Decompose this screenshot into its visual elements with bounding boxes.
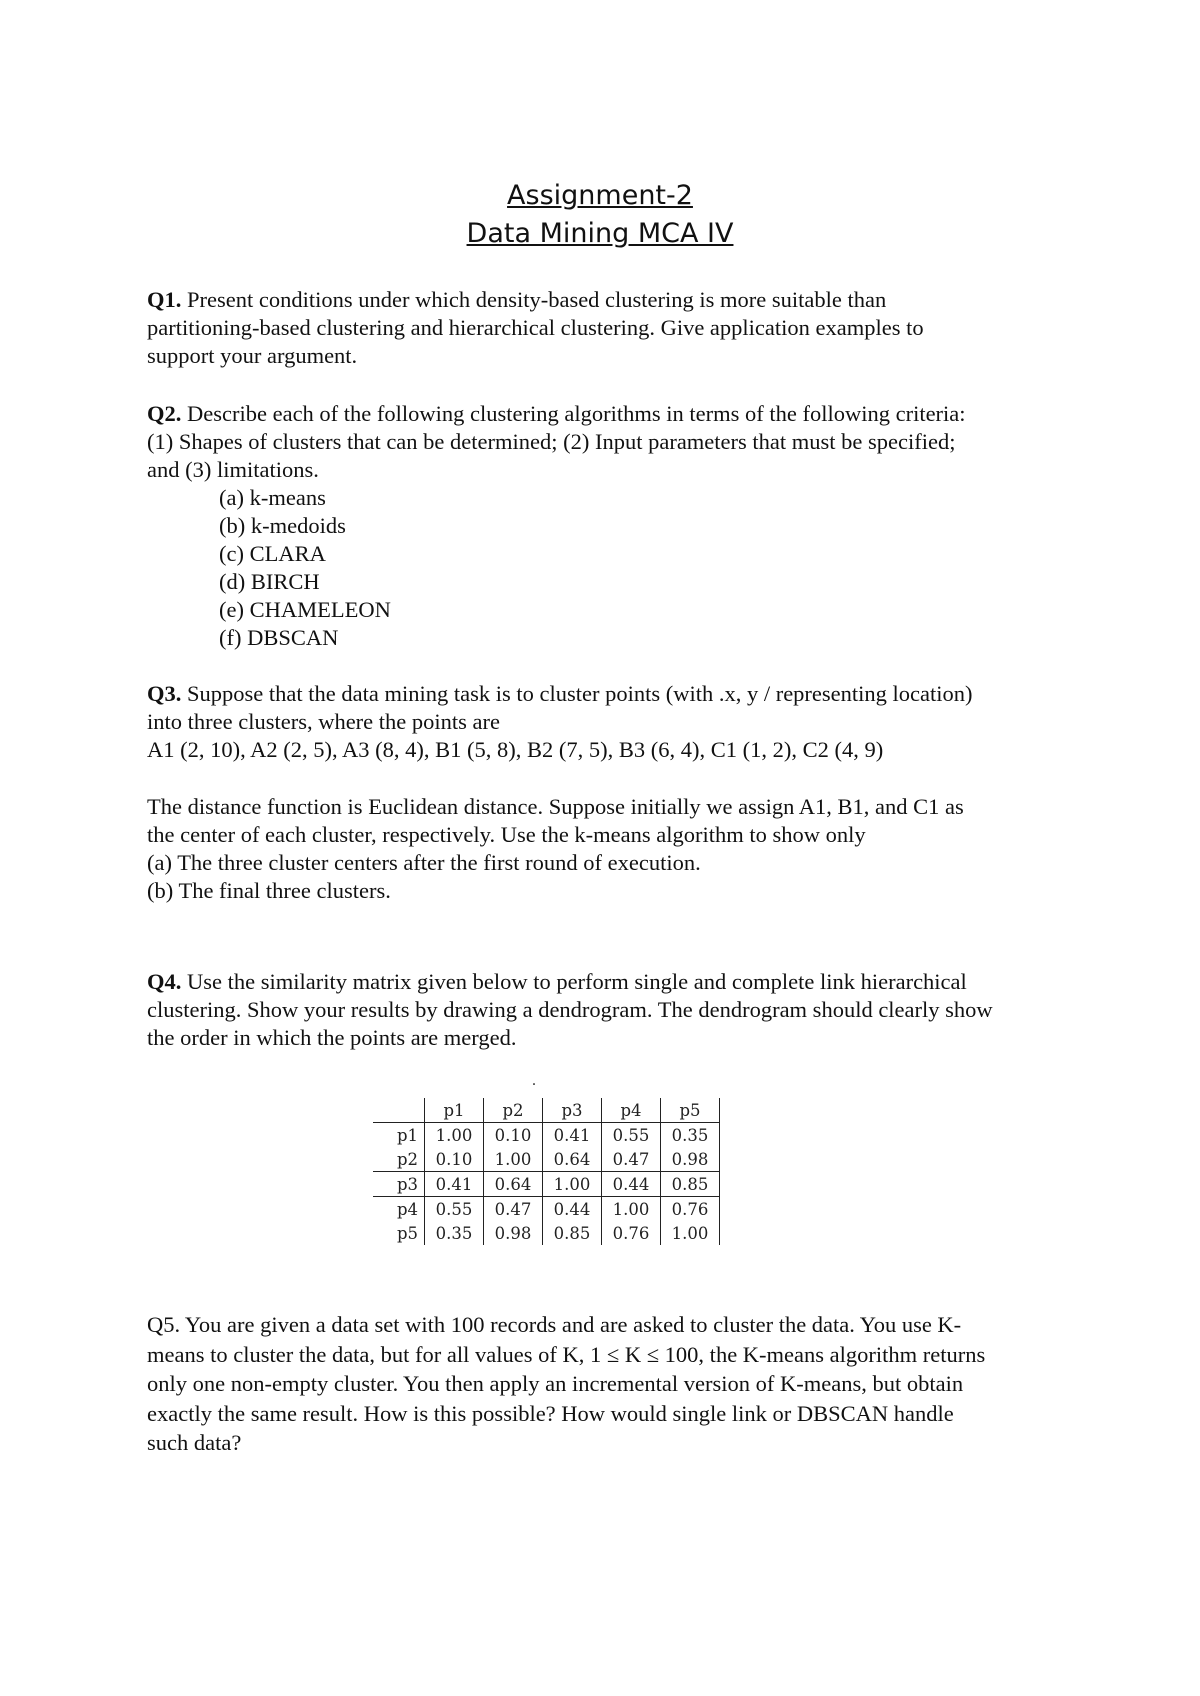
q3-text-line: (a) The three cluster centers after the first round of execution. xyxy=(147,850,701,875)
q2-list-item: (e) CHAMELEON xyxy=(219,597,391,622)
matrix-row xyxy=(373,1147,720,1172)
q2-list-item: (c) CLARA xyxy=(219,541,326,566)
similarity-matrix xyxy=(373,1098,720,1245)
question-4 xyxy=(147,968,1087,1052)
matrix-cell: 0.44 xyxy=(602,1172,661,1197)
q3-text-line: into three clusters, where the points are xyxy=(147,709,501,734)
q1-text-line: support your argument. xyxy=(147,343,358,368)
matrix-row xyxy=(373,1197,720,1222)
matrix-cell: 1.00 xyxy=(484,1147,543,1172)
q2-text-line: and (3) limitations. xyxy=(147,457,319,482)
matrix-cell: 0.76 xyxy=(661,1197,720,1222)
q5-text-line: Q5. You are given a data set with 100 records and are asked to cluster the data. You use K- xyxy=(147,1312,962,1337)
matrix-col-header: p5 xyxy=(661,1098,720,1123)
matrix-cell: 0.64 xyxy=(484,1172,543,1197)
q1-text-line: Present conditions under which density-based clustering is more suitable than xyxy=(181,287,887,312)
matrix-cell: 0.55 xyxy=(602,1123,661,1148)
matrix-row xyxy=(373,1172,720,1197)
matrix-col-header: p1 xyxy=(425,1098,484,1123)
q1-label: Q1. xyxy=(147,287,182,312)
q1-text-line: partitioning-based clustering and hierarchical clustering. Give application examples to xyxy=(147,315,924,340)
q5-text-line: such data? xyxy=(147,1430,242,1455)
q4-label: Q4. xyxy=(147,969,182,994)
q3-text-line: The distance function is Euclidean distance. Suppose initially we assign A1, B1, and C1 as xyxy=(147,794,964,819)
matrix-cell: 0.85 xyxy=(543,1221,602,1245)
matrix-cell: 0.47 xyxy=(602,1147,661,1172)
course-title: Data Mining MCA IV xyxy=(466,218,734,249)
matrix-cell: 0.98 xyxy=(484,1221,543,1245)
stray-dot: . xyxy=(532,1072,536,1089)
matrix-cell: 0.64 xyxy=(543,1147,602,1172)
matrix-cell: 0.44 xyxy=(543,1197,602,1222)
matrix-cell: 0.41 xyxy=(425,1172,484,1197)
matrix-cell: 1.00 xyxy=(425,1123,484,1148)
q4-text-line: clustering. Show your results by drawing a dendrogram. The dendrogram should clearly show xyxy=(147,997,993,1022)
matrix-row-label: p3 xyxy=(373,1172,425,1197)
matrix-cell: 0.47 xyxy=(484,1197,543,1222)
q2-list-item: (f) DBSCAN xyxy=(219,625,339,650)
q3-label: Q3. xyxy=(147,681,182,706)
question-2 xyxy=(147,400,1087,652)
question-5 xyxy=(147,1310,1087,1458)
matrix-cell: 0.35 xyxy=(425,1221,484,1245)
matrix-cell: 0.55 xyxy=(425,1197,484,1222)
matrix-header-row xyxy=(373,1098,720,1123)
q2-list-item: (d) BIRCH xyxy=(219,569,320,594)
matrix-col-header: p2 xyxy=(484,1098,543,1123)
q5-text-line: only one non-empty cluster. You then apply an incremental version of K-means, but obtain xyxy=(147,1371,964,1396)
question-3 xyxy=(147,680,1087,764)
matrix-row xyxy=(373,1221,720,1245)
matrix-corner xyxy=(373,1098,425,1123)
matrix-cell: 0.10 xyxy=(484,1123,543,1148)
q2-list-item: (b) k-medoids xyxy=(219,513,346,538)
matrix-row-label: p4 xyxy=(373,1197,425,1222)
matrix-cell: 1.00 xyxy=(543,1172,602,1197)
q3-text-line: (b) The final three clusters. xyxy=(147,878,391,903)
matrix-row-label: p1 xyxy=(396,1125,418,1145)
q2-list-item: (a) k-means xyxy=(219,485,326,510)
matrix-cell: 0.98 xyxy=(661,1147,720,1172)
matrix-cell: 0.10 xyxy=(425,1147,484,1172)
q5-text-line: means to cluster the data, but for all values of K, 1 ≤ K ≤ 100, the K-means algorithm returns xyxy=(147,1341,986,1367)
question-1 xyxy=(147,286,1087,370)
q2-text-line: Describe each of the following clustering algorithms in terms of the following criteria: xyxy=(181,401,966,426)
q2-label: Q2. xyxy=(147,401,182,426)
q4-text-line: the order in which the points are merged. xyxy=(147,1025,517,1050)
matrix-cell: 0.35 xyxy=(661,1123,720,1148)
matrix-cell: 0.41 xyxy=(543,1123,602,1148)
matrix-col-header: p4 xyxy=(602,1098,661,1123)
matrix-cell: 1.00 xyxy=(602,1197,661,1222)
matrix-cell: 0.85 xyxy=(661,1172,720,1197)
question-3-continued xyxy=(147,793,1087,905)
q3-text-line: the center of each cluster, respectively. Use the k-means algorithm to show only xyxy=(147,822,866,847)
matrix-cell: 1.00 xyxy=(661,1221,720,1245)
q5-text-line: exactly the same result. How is this possible? How would single link or DBSCAN handle xyxy=(147,1400,954,1426)
q3-points-list: A1 (2, 10), A2 (2, 5), A3 (8, 4), B1 (5, 8), B2 (7, 5), B3 (6, 4), C1 (1, 2), C2 (4, 9) xyxy=(147,737,884,762)
q3-text-line: Suppose that the data mining task is to cluster points (with .x, y / representing location) xyxy=(181,681,973,706)
matrix-row-label: p5 xyxy=(396,1223,418,1243)
q4-text-line: Use the similarity matrix given below to perform single and complete link hierarchical xyxy=(181,969,967,994)
matrix-row xyxy=(373,1123,720,1148)
matrix-col-header: p3 xyxy=(543,1098,602,1123)
matrix-cell: 0.76 xyxy=(602,1221,661,1245)
matrix-row-label: p2 xyxy=(396,1149,418,1169)
q2-text-line: (1) Shapes of clusters that can be determined; (2) Input parameters that must be specified; xyxy=(147,429,956,454)
assignment-title: Assignment-2 xyxy=(507,180,693,211)
